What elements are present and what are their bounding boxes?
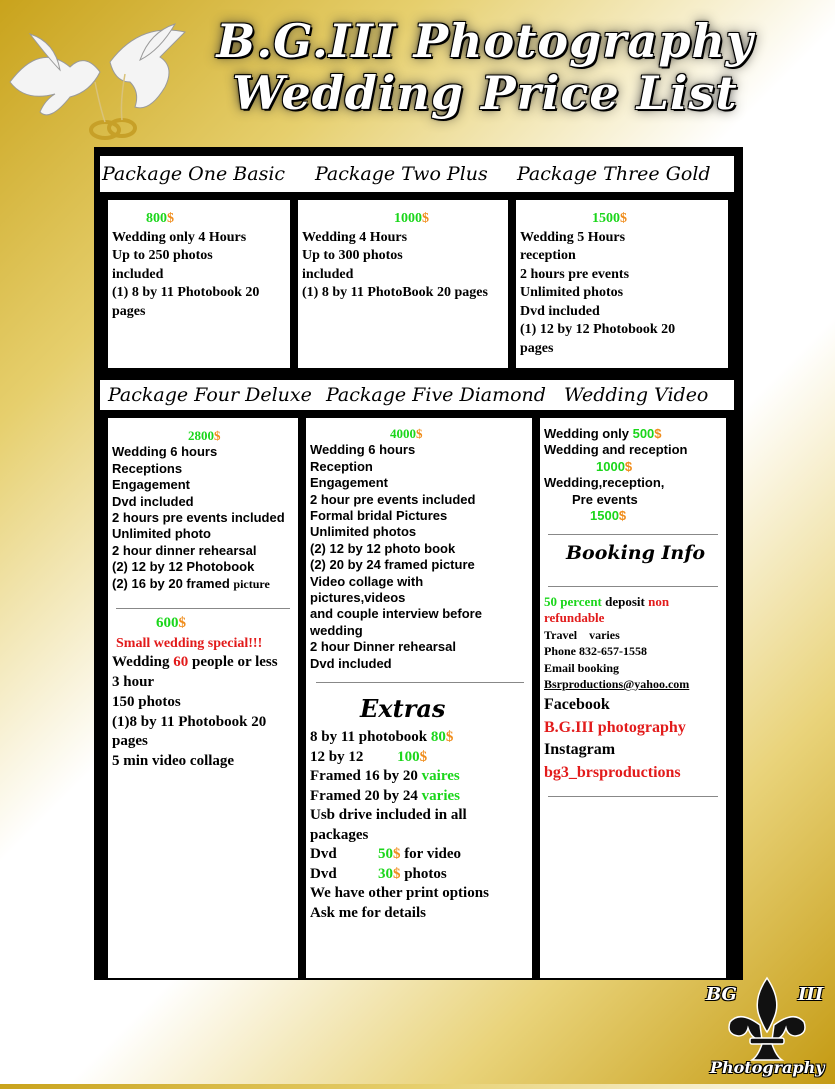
- package-three-card: [516, 200, 728, 368]
- booking-phone: Phone 832-657-1558: [544, 644, 647, 659]
- package-five-card: [306, 418, 532, 978]
- package-two-price: 1000$: [394, 211, 429, 226]
- video-wedding-reception-pre: Wedding,reception,: [544, 475, 665, 491]
- divider: [548, 534, 718, 535]
- divider: [316, 682, 524, 683]
- extras-title: Extras: [360, 694, 446, 723]
- package-five-line: Unlimited photos: [310, 524, 417, 540]
- extras-usb-line: Usb drive included in all: [310, 807, 467, 823]
- package-three-line: Wedding 5 Hours: [520, 229, 626, 245]
- package-one-price: 800$: [146, 211, 174, 226]
- package-three-line: Dvd included: [520, 303, 600, 319]
- booking-info-title: Booking Info: [566, 542, 706, 564]
- package-row1-header: [100, 156, 734, 192]
- small-special-heading: Small wedding special!!!: [116, 635, 263, 651]
- logo-bg-text: BG: [706, 984, 737, 1005]
- logo-photography-text: Photography: [710, 1058, 825, 1077]
- package-five-heading: Package Five Diamond: [326, 384, 546, 406]
- bg3-fleur-de-lis-logo: [700, 970, 835, 1084]
- package-five-line: and couple interview before: [310, 606, 482, 622]
- package-two-heading: Package Two Plus: [315, 163, 488, 185]
- package-three-line: pages: [520, 340, 554, 356]
- extras-dvd-video: Dvd 50$ for video: [310, 846, 461, 862]
- video-wedding-only: Wedding only 500$: [544, 426, 662, 441]
- divider: [548, 586, 718, 587]
- package-two-line: Wedding 4 Hours: [302, 229, 408, 245]
- facebook-label: Facebook: [544, 696, 610, 714]
- instagram-label: Instagram: [544, 741, 616, 759]
- package-one-line: (1) 8 by 11 Photobook 20: [112, 285, 260, 300]
- package-three-line: reception: [520, 248, 576, 263]
- package-five-line: Engagement: [310, 475, 389, 491]
- package-four-line: (2) 12 by 12 Photobook: [112, 559, 255, 575]
- small-special-line: 150 photos: [112, 693, 181, 710]
- package-two-line: Up to 300 photos: [302, 248, 403, 263]
- wedding-video-card: [540, 418, 726, 978]
- package-four-line: 2 hour dinner rehearsal: [112, 542, 257, 558]
- package-four-price: 2800$: [188, 428, 221, 443]
- wedding-video-heading: Wedding Video: [564, 384, 709, 406]
- video-price-1500: 1500$: [590, 508, 627, 524]
- package-five-line: Formal bridal Pictures: [310, 508, 448, 524]
- extras-dvd-photos: Dvd 30$ photos: [310, 865, 447, 882]
- package-one-line: Wedding only 4 Hours: [112, 229, 247, 245]
- package-one-card: [108, 200, 290, 368]
- video-price-1000: 1000$: [596, 458, 633, 474]
- package-four-line: Dvd included: [112, 493, 194, 509]
- extras-item: Framed 20 by 24 varies: [310, 787, 460, 804]
- package-four-card: [108, 418, 298, 978]
- package-five-line: pictures,videos: [310, 590, 406, 606]
- package-three-line: Unlimited photos: [520, 285, 624, 300]
- booking-email-label: Email booking: [544, 660, 620, 675]
- package-one-heading: Package One Basic: [102, 163, 286, 185]
- package-four-line: Engagement: [112, 477, 191, 493]
- package-four-line: Wedding 6 hours: [112, 444, 218, 460]
- booking-deposit: 50 percent deposit non: [544, 594, 670, 609]
- small-special-guest-line: Wedding 60 people or less: [112, 654, 278, 671]
- package-five-line: wedding: [310, 622, 363, 638]
- package-five-line: Reception: [310, 458, 373, 474]
- package-three-price: 1500$: [592, 211, 627, 226]
- package-three-heading: Package Three Gold: [517, 163, 711, 185]
- video-wedding-reception: Wedding and reception: [544, 442, 688, 458]
- package-four-line: Receptions: [112, 460, 183, 476]
- extras-item: 12 by 12 100$: [310, 748, 428, 765]
- logo-iii-text: III: [798, 984, 824, 1005]
- booking-deposit-cont: refundable: [544, 610, 605, 626]
- package-row2-header: [100, 380, 734, 410]
- package-five-line: (2) 20 by 24 framed picture: [310, 557, 475, 573]
- package-five-line: Video collage with: [310, 573, 424, 589]
- package-four-line: (2) 16 by 20 framed picture: [112, 575, 270, 591]
- package-three-line: (1) 12 by 12 Photobook 20: [520, 322, 676, 337]
- package-four-line: Unlimited photo: [112, 526, 211, 542]
- extras-item: Framed 16 by 20 vaires: [310, 768, 460, 784]
- page-title-line1: B.G.III Photography: [216, 14, 754, 68]
- divider: [116, 608, 290, 609]
- page-title-line2: Wedding Price List: [232, 66, 738, 120]
- package-three-line: 2 hours pre events: [520, 266, 630, 282]
- extras-item: 8 by 11 photobook 80$: [310, 729, 454, 745]
- small-special-line: pages: [112, 733, 148, 750]
- doves-rings-illustration: [0, 12, 210, 142]
- package-one-line: included: [112, 266, 164, 282]
- package-one-line: Up to 250 photos: [112, 248, 213, 263]
- divider: [548, 796, 718, 797]
- extras-other-line: We have other print options: [310, 885, 489, 901]
- package-four-line: 2 hours pre events included: [112, 510, 285, 526]
- facebook-name[interactable]: B.G.III photography: [544, 718, 686, 736]
- package-five-line: Wedding 6 hours: [310, 442, 416, 458]
- booking-travel: Travel varies: [544, 627, 620, 642]
- extras-other-line: Ask me for details: [310, 904, 426, 921]
- extras-usb-line: packages: [310, 826, 369, 843]
- package-two-line: (1) 8 by 11 PhotoBook 20 pages: [302, 285, 488, 300]
- package-two-line: included: [302, 266, 354, 282]
- video-pre-events: Pre events: [572, 491, 638, 507]
- small-special-line: 3 hour: [112, 674, 155, 691]
- package-five-line: 2 hour Dinner rehearsal: [310, 639, 456, 655]
- small-special-price: 600$: [156, 615, 186, 631]
- small-special-line: (1)8 by 11 Photobook 20: [112, 713, 267, 730]
- package-five-line: 2 hour pre events included: [310, 491, 476, 507]
- package-four-heading: Package Four Deluxe: [108, 384, 312, 406]
- small-special-line: 5 min video collage: [112, 752, 235, 769]
- package-one-line: pages: [112, 303, 146, 319]
- booking-email-link[interactable]: Bsrproductions@yahoo.com: [544, 677, 690, 692]
- package-five-line: (2) 12 by 12 photo book: [310, 540, 456, 556]
- package-five-price: 4000$: [390, 426, 423, 441]
- package-five-line: Dvd included: [310, 655, 392, 671]
- instagram-name[interactable]: bg3_brsproductions: [544, 763, 681, 781]
- package-two-card: [298, 200, 508, 368]
